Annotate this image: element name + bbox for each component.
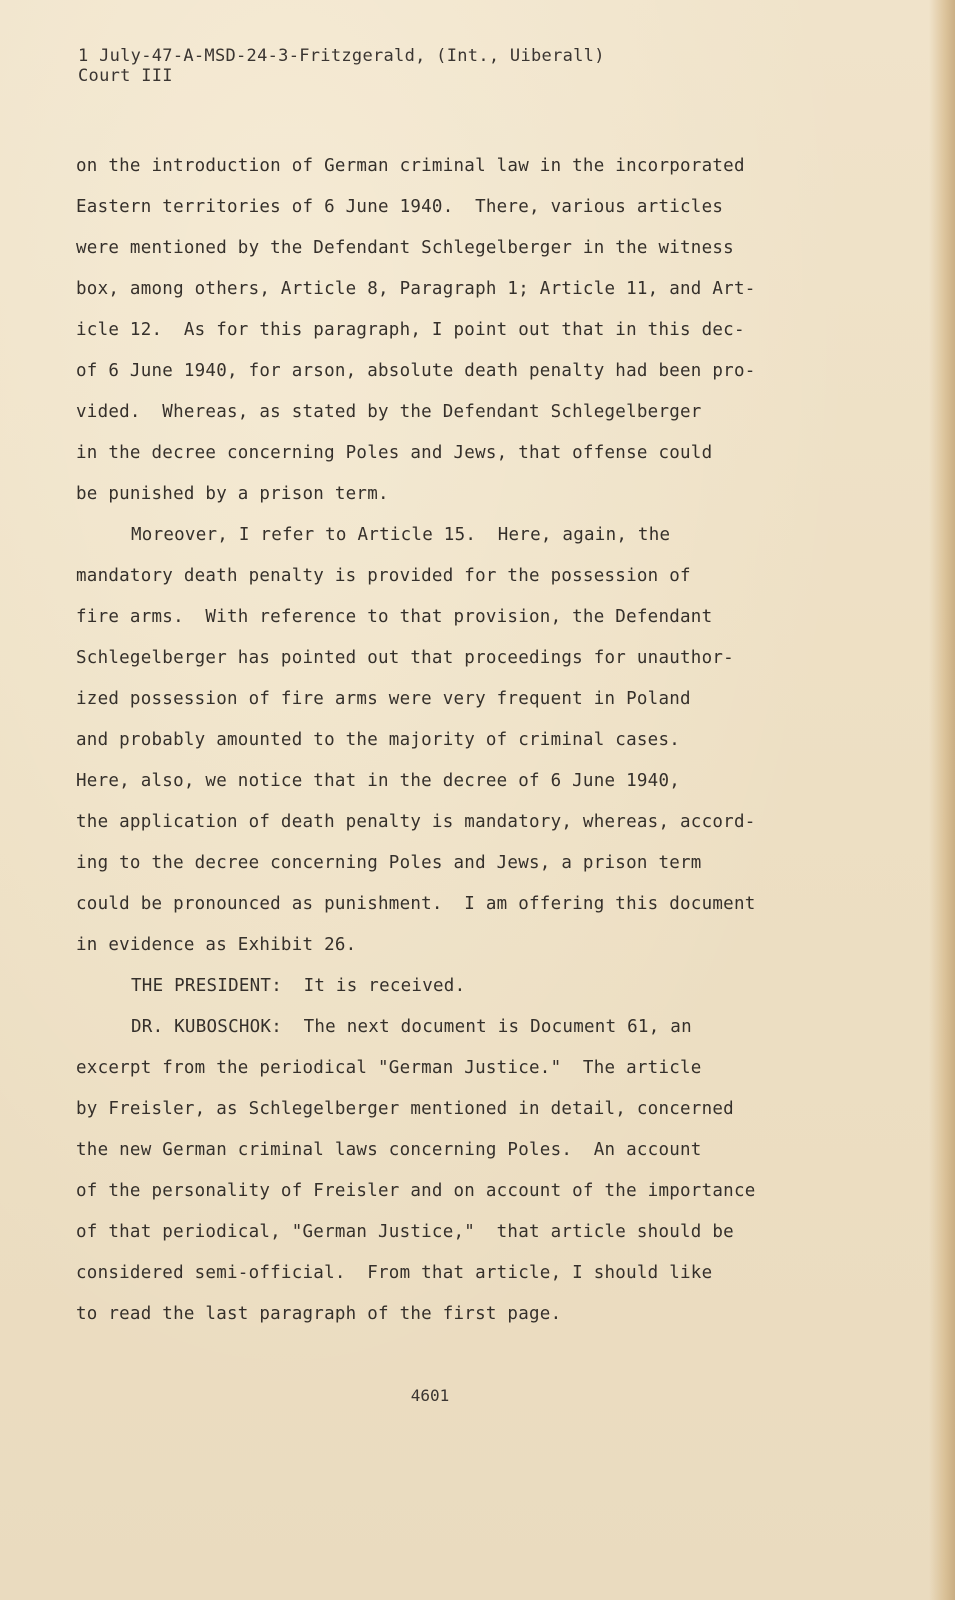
text-line: DR. KUBOSCHOK: The next document is Document 61, an xyxy=(131,1017,692,1037)
text-line: on the introduction of German criminal law in the incorporated xyxy=(76,156,745,176)
text-line: were mentioned by the Defendant Schlegelberger in the witness xyxy=(76,238,734,258)
text-line: of that periodical, "German Justice," that article should be xyxy=(76,1222,734,1242)
text-line: mandatory death penalty is provided for the possession of xyxy=(76,566,691,586)
transcript-body xyxy=(76,146,856,1335)
text-line: ized possession of fire arms were very frequent in Poland xyxy=(76,689,691,709)
text-line: icle 12. As for this paragraph, I point out that in this dec- xyxy=(76,320,745,340)
text-line: Here, also, we notice that in the decree of 6 June 1940, xyxy=(76,771,681,791)
paper-edge xyxy=(929,0,955,1600)
text-line: vided. Whereas, as stated by the Defendant Schlegelberger xyxy=(76,402,702,422)
text-line: Eastern territories of 6 June 1940. There, various articles xyxy=(76,197,724,217)
text-line: of 6 June 1940, for arson, absolute death penalty had been pro- xyxy=(76,361,756,381)
text-line: in evidence as Exhibit 26. xyxy=(76,935,357,955)
text-line: Moreover, I refer to Article 15. Here, again, the xyxy=(131,525,671,545)
text-line: and probably amounted to the majority of criminal cases. xyxy=(76,730,681,750)
text-line: fire arms. With reference to that provision, the Defendant xyxy=(76,607,713,627)
text-line: be punished by a prison term. xyxy=(76,484,389,504)
text-line: Schlegelberger has pointed out that proceedings for unauthor- xyxy=(76,648,734,668)
text-line: excerpt from the periodical "German Justice." The article xyxy=(76,1058,702,1078)
text-line: the application of death penalty is mandatory, whereas, accord- xyxy=(76,812,756,832)
text-line: ing to the decree concerning Poles and Jews, a prison term xyxy=(76,853,702,873)
page-number: 4601 xyxy=(410,1386,450,1405)
text-line: to read the last paragraph of the first page. xyxy=(76,1304,562,1324)
text-line: THE PRESIDENT: It is received. xyxy=(131,976,466,996)
text-line: of the personality of Freisler and on account of the importance xyxy=(76,1181,756,1201)
text-line: the new German criminal laws concerning Poles. An account xyxy=(76,1140,702,1160)
text-line: could be pronounced as punishment. I am offering this document xyxy=(76,894,756,914)
header-reference-line: 1 July-47-A-MSD-24-3-Fritzgerald, (Int., Uiberall) xyxy=(78,46,605,66)
document-header xyxy=(78,46,605,86)
text-line: in the decree concerning Poles and Jews, that offense could xyxy=(76,443,713,463)
text-line: by Freisler, as Schlegelberger mentioned in detail, concerned xyxy=(76,1099,734,1119)
text-line: box, among others, Article 8, Paragraph 1; Article 11, and Art- xyxy=(76,279,756,299)
text-line: considered semi-official. From that article, I should like xyxy=(76,1263,713,1283)
header-court-line: Court III xyxy=(78,66,173,86)
